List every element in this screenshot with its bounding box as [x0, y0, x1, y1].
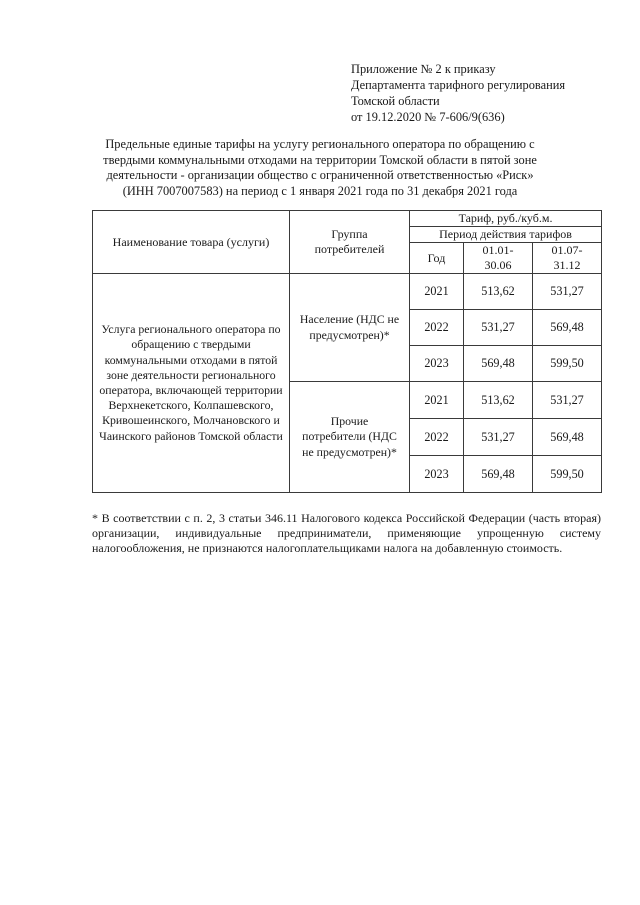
title-line: твердыми коммунальными отходами на территории Томской области в пятой зоне	[103, 152, 537, 167]
year-cell: 2021	[410, 382, 464, 419]
year-cell: 2023	[410, 346, 464, 382]
document-title	[60, 137, 580, 199]
appendix-line: Приложение № 2 к приказу	[351, 62, 496, 76]
header-year: Год	[410, 243, 464, 274]
appendix-header	[351, 61, 565, 125]
tariff-table	[92, 210, 602, 493]
appendix-line: Томской области	[351, 94, 440, 108]
title-line: деятельности - организации общество с ограниченной ответственностью «Риск»	[106, 168, 534, 182]
year-cell: 2023	[410, 456, 464, 493]
tariff-cell: 531,27	[533, 382, 602, 419]
tariff-cell: 569,48	[464, 456, 533, 493]
tariff-cell: 599,50	[533, 456, 602, 493]
consumer-group: Прочие потребители (НДС не предусмотрен)*	[290, 382, 410, 493]
tariff-cell: 513,62	[464, 382, 533, 419]
header-period-2: 01.07-31.12	[533, 243, 602, 274]
tariff-cell: 531,27	[533, 274, 602, 310]
year-cell: 2021	[410, 274, 464, 310]
tariff-cell: 569,48	[464, 346, 533, 382]
tariff-cell: 599,50	[533, 346, 602, 382]
header-period: Период действия тарифов	[410, 227, 602, 243]
title-line: (ИНН 7007007583) на период с 1 января 2021 года по 31 декабря 2021 года	[122, 183, 518, 198]
year-cell: 2022	[410, 419, 464, 456]
table-header-row	[93, 211, 602, 227]
tariff-cell: 531,27	[464, 310, 533, 346]
year-cell: 2022	[410, 310, 464, 346]
tariff-cell: 569,48	[533, 310, 602, 346]
tariff-cell: 569,48	[533, 419, 602, 456]
table-row	[93, 274, 602, 310]
tariff-cell: 513,62	[464, 274, 533, 310]
consumer-group: Население (НДС не предусмотрен)*	[290, 274, 410, 382]
service-name: Услуга регионального оператора по обращению с твердыми коммунальными отходами в пятой зоне деятельности регионального оператора, включающей территории Верхнекетского, Колпашевского, Кривошеинского, Молчановского и Чаинского районов Томской области	[93, 274, 290, 493]
title-line: Предельные единые тарифы на услугу регионального оператора по обращению с	[105, 137, 535, 151]
header-tariff: Тариф, руб./куб.м.	[410, 211, 602, 227]
tariff-cell: 531,27	[464, 419, 533, 456]
header-group: Группа потребителей	[290, 211, 410, 274]
header-period-1: 01.01-30.06	[464, 243, 533, 274]
header-service: Наименование товара (услуги)	[93, 211, 290, 274]
appendix-line: Департамента тарифного регулирования	[351, 78, 566, 92]
footnote: * В соответствии с п. 2, 3 статьи 346.11 Налогового кодекса Российской Федерации (часть вторая) организации, индивидуальные предприниматели, применяющие упрощенную систему налогообложения, не признаются налогоплательщиками налога на добавленную стоимость.	[92, 511, 601, 556]
appendix-date-line: от 19.12.2020 № 7-606/9(636)	[351, 110, 505, 124]
